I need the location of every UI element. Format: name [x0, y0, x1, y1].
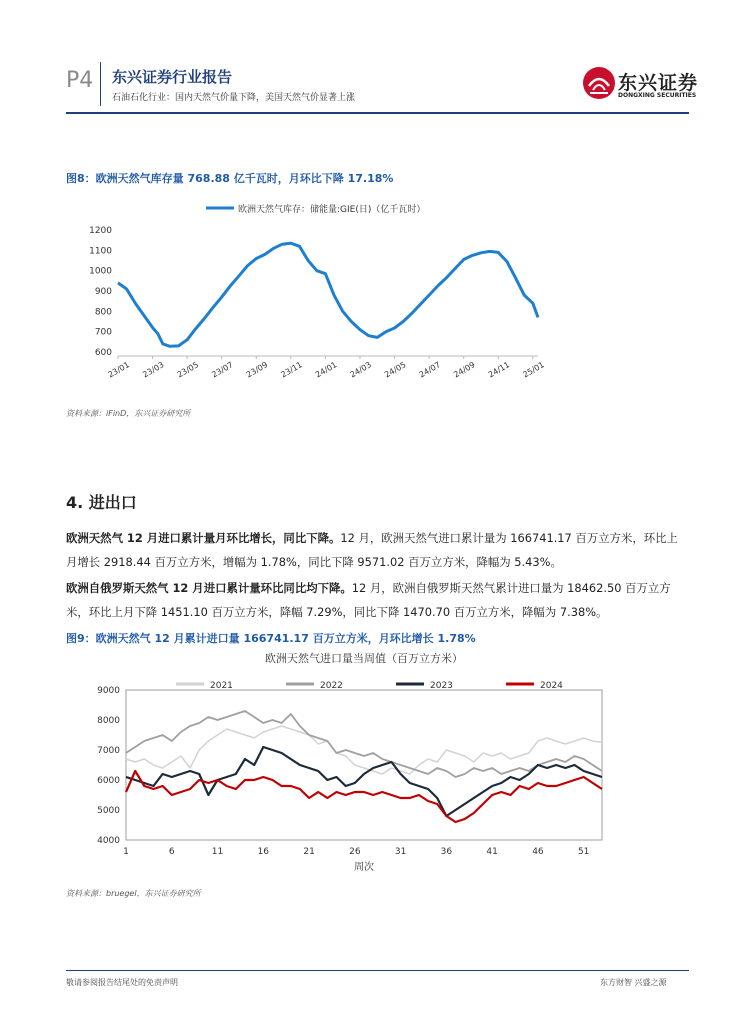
x-tick-label: 23/09 — [244, 360, 270, 380]
x-tick-label: 21 — [303, 847, 315, 857]
logo-name: 东兴证券 — [618, 72, 699, 94]
x-tick-label: 46 — [532, 847, 544, 857]
y-tick-label: 1200 — [89, 226, 112, 236]
header-divider — [100, 62, 101, 106]
figure9-chart — [66, 648, 611, 876]
footer-rule — [66, 970, 689, 971]
y-tick-label: 600 — [94, 348, 112, 358]
y-tick-label: 9000 — [97, 686, 120, 696]
x-tick-label: 16 — [257, 847, 270, 857]
y-tick-label: 6000 — [97, 776, 120, 786]
figure9-title: 图9：欧洲天然气 12 月累计进口量 166741.17 百万立方米，月环比增长 1.78% — [66, 632, 476, 645]
logo-english: DONGXING SECURITIES — [618, 92, 697, 99]
x-tick-label: 24/03 — [348, 360, 373, 380]
x-tick-label: 23/11 — [279, 360, 304, 380]
y-tick-label: 8000 — [97, 716, 120, 726]
x-tick-label: 24/07 — [417, 360, 443, 380]
company-logo-icon — [582, 66, 616, 100]
footer-slogan: 东方财智 兴盛之源 — [600, 978, 667, 987]
y-tick-label: 900 — [94, 287, 112, 297]
y-tick-label: 7000 — [97, 746, 120, 756]
figure8-title: 图8：欧洲天然气库存量 768.88 亿千瓦时，月环比下降 17.18% — [66, 172, 394, 185]
legend-label: 欧洲天然气库存：储能量:GIE(日)（亿千瓦时） — [238, 205, 426, 215]
x-axis-label: 周次 — [354, 862, 374, 873]
footer-disclaimer: 敬请参阅报告结尾处的免责声明 — [66, 978, 178, 987]
section-title: 4. 进出口 — [66, 493, 137, 512]
x-tick-label: 24/09 — [452, 360, 477, 380]
header-rule — [66, 112, 689, 114]
y-tick-label: 700 — [94, 327, 112, 338]
legend-label-2024: 2024 — [540, 681, 563, 691]
legend-label-2021: 2021 — [210, 681, 233, 691]
paragraph-1-text: 12 月，欧洲天然气进口累计量为 166741.17 百万立方米，环比上月增长 2918.44 百万立方米，增幅为 1.78%，同比下降 9571.02 百万立方米，降幅为 5.43%。 — [66, 531, 678, 569]
series-line-2021 — [126, 726, 602, 774]
paragraph-2 — [66, 576, 689, 624]
x-tick-label: 24/05 — [383, 360, 408, 380]
storage-series-line — [118, 243, 538, 346]
x-tick-label: 23/05 — [175, 360, 201, 380]
x-tick-label: 31 — [394, 847, 407, 857]
y-tick-label: 800 — [94, 307, 112, 318]
x-tick-label: 23/07 — [210, 360, 235, 380]
page-number: P4 — [66, 68, 94, 93]
x-tick-label: 1 — [123, 847, 129, 857]
report-title: 东兴证券行业报告 — [112, 68, 233, 86]
x-tick-label: 23/01 — [106, 360, 131, 380]
x-tick-label: 23/03 — [141, 360, 166, 380]
y-tick-label: 1100 — [89, 246, 112, 257]
y-tick-label: 4000 — [97, 836, 120, 846]
paragraph-1-lead: 欧洲天然气 12 月进口累计量月环比增长，同比下降。 — [66, 531, 341, 545]
paragraph-2-lead: 欧洲自俄罗斯天然气 12 月进口累计量环比同比均下降。 — [66, 581, 352, 595]
x-tick-label: 26 — [349, 847, 361, 857]
x-tick-label: 41 — [486, 847, 498, 857]
series-line-2022 — [126, 711, 602, 777]
figure8-chart — [66, 190, 546, 390]
x-tick-label: 25/01 — [521, 360, 546, 380]
x-tick-label: 6 — [168, 847, 175, 857]
series-line-2024 — [126, 771, 602, 822]
x-tick-label: 11 — [211, 847, 224, 857]
figure8-source: 资料来源：iFinD，东兴证券研究所 — [66, 409, 191, 418]
legend-label-2023: 2023 — [430, 681, 453, 691]
figure9-source: 资料来源：bruegel，东兴证券研究所 — [66, 889, 201, 898]
x-tick-label: 36 — [440, 847, 453, 857]
x-tick-label: 24/01 — [313, 360, 339, 380]
report-subtitle: 石油石化行业：国内天然气价量下降，美国天然气价显著上涨 — [112, 93, 356, 103]
y-tick-label: 5000 — [97, 806, 120, 816]
x-tick-label: 51 — [577, 847, 590, 857]
paragraph-2-text: 12 月，欧洲自俄罗斯天然气累计进口量为 18462.50 百万立方米，环比上月下降 1451.10 百万立方米，降幅 7.29%，同比下降 1470.70 百万立方米，降幅为 7.38%。 — [66, 581, 671, 619]
paragraph-1 — [66, 526, 689, 574]
chart9-title: 欧洲天然气进口量当周值（百万立方米） — [265, 652, 463, 665]
plot-frame — [126, 690, 602, 840]
legend-label-2022: 2022 — [320, 681, 343, 691]
y-tick-label: 1000 — [89, 266, 112, 277]
x-tick-label: 24/11 — [486, 360, 512, 380]
